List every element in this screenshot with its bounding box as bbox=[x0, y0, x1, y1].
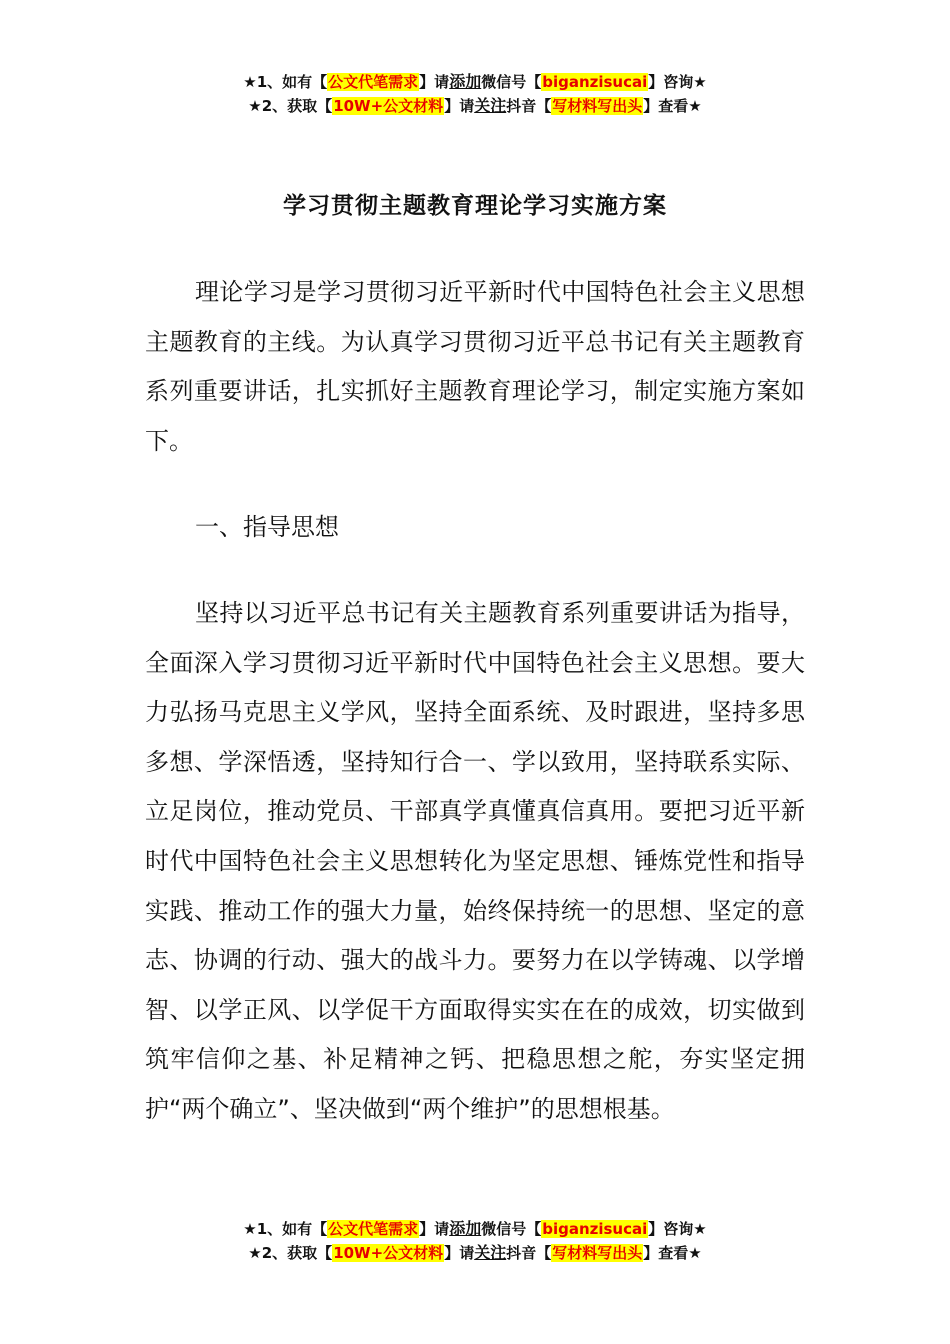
banner-highlight: 10W+公文材料 bbox=[333, 1244, 444, 1262]
banner-highlight: 公文代笔需求 bbox=[328, 73, 419, 91]
guiding-thought-paragraph: 坚持以习近平总书记有关主题教育系列重要讲话为指导，全面深入学习贯彻习近平新时代中国特色社会主义思想。要大力弘扬马克思主义学风，坚持全面系统、及时跟进，坚持多思多想、学深悟透，坚持知行合一、学以致用，坚持联系实际、立足岗位，推动党员、干部真学真懂真信真用。要把习近平新时代中国特色社会主义思想转化为坚定思想、锤炼党性和指导实践、推动工作的强大力量，始终保持统一的思想、坚定的意志、协调的行动、强大的战斗力。要努力在以学铸魂、以学增智、以学正风、以学促干方面取得实实在在的成效，切实做到筑牢信仰之基、补足精神之钙、把稳思想之舵，夯实坚定拥护“两个确立”、坚决做到“两个维护”的思想根基。 bbox=[145, 599, 805, 1123]
banner-highlight: biganzisucai bbox=[542, 1220, 648, 1238]
banner-text: 】查看★ bbox=[643, 1244, 702, 1262]
banner-underlined: 关注 bbox=[474, 96, 507, 115]
banner-text: ★2、获取【 bbox=[248, 97, 333, 115]
banner-text: 】请 bbox=[444, 97, 475, 115]
banner-underlined: 关注 bbox=[474, 1243, 507, 1262]
banner-line-1 bbox=[0, 70, 950, 94]
banner-highlight: 写材料写出头 bbox=[552, 1244, 643, 1262]
banner-line-1 bbox=[0, 1217, 950, 1241]
section-heading: 一、指导思想 bbox=[195, 513, 339, 541]
banner-line-2 bbox=[0, 1241, 950, 1265]
banner-text: 】请 bbox=[419, 73, 450, 91]
banner-highlight: 10W+公文材料 bbox=[333, 97, 444, 115]
banner-text: 】请 bbox=[419, 1220, 450, 1238]
banner-line-2 bbox=[0, 94, 950, 118]
banner-highlight: 写材料写出头 bbox=[552, 97, 643, 115]
header-banner bbox=[0, 70, 950, 118]
banner-highlight: biganzisucai bbox=[542, 73, 648, 91]
document-title: 学习贯彻主题教育理论学习实施方案 bbox=[283, 193, 667, 219]
banner-underlined: 添加 bbox=[449, 1219, 482, 1238]
banner-underlined: 添加 bbox=[449, 72, 482, 91]
banner-text: 】查看★ bbox=[643, 97, 702, 115]
banner-text: 】请 bbox=[444, 1244, 475, 1262]
banner-text: ★1、如有【 bbox=[243, 73, 328, 91]
banner-highlight: 公文代笔需求 bbox=[328, 1220, 419, 1238]
banner-text: 微信号【 bbox=[481, 73, 542, 91]
footer-banner bbox=[0, 1217, 950, 1265]
banner-text: 】咨询★ bbox=[648, 73, 707, 91]
banner-text: 抖音【 bbox=[506, 1244, 552, 1262]
banner-text: 】咨询★ bbox=[648, 1220, 707, 1238]
banner-text: ★2、获取【 bbox=[248, 1244, 333, 1262]
intro-paragraph: 理论学习是学习贯彻习近平新时代中国特色社会主义思想主题教育的主线。为认真学习贯彻习近平总书记有关主题教育系列重要讲话，扎实抓好主题教育理论学习，制定实施方案如下。 bbox=[145, 278, 805, 455]
banner-text: ★1、如有【 bbox=[243, 1220, 328, 1238]
banner-text: 抖音【 bbox=[506, 97, 552, 115]
banner-text: 微信号【 bbox=[481, 1220, 542, 1238]
